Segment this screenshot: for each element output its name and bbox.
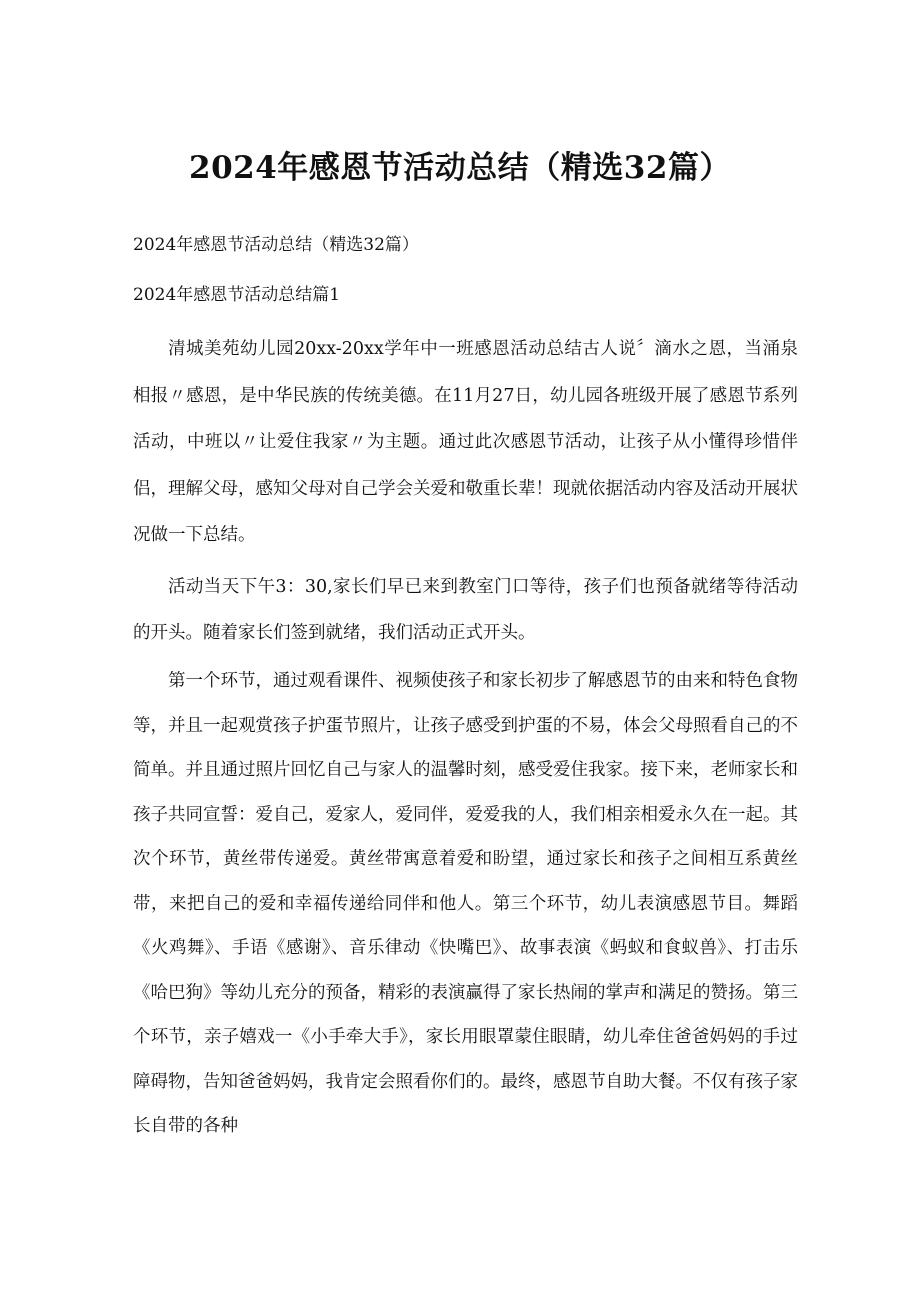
section-heading: 2024年感恩节活动总结篇1 xyxy=(133,285,341,305)
paragraph-1 xyxy=(133,326,798,559)
document-subtitle: 2024年感恩节活动总结（精选32篇） xyxy=(133,235,419,255)
paragraph-2-text: 活动当天下午3：30,家长们早已来到教室门口等待，孩子们也预备就绪等待活动的开头。随着家长们签到就绪，我们活动正式开头。 xyxy=(133,577,798,643)
paragraph-3-text: 第一个环节，通过观看课件、视频使孩子和家长初步了解感恩节的由来和特色食物等，并且一起观赏孩子护蛋节照片，让孩子感受到护蛋的不易，体会父母照看自己的不简单。并且通过照片回忆自己与家人的温馨时刻，感受爱住我家。接下来，老师家长和孩子共同宣誓：爱自己，爱家人，爱同伴，爱爱我的人，我们相亲相爱永久在一起。其次个环节，黄丝带传递爱。黄丝带寓意着爱和盼望，通过家长和孩子之间相互系黄丝带，来把自己的爱和幸福传递给同伴和他人。第三个环节，幼儿表演感恩节目。舞蹈《火鸡舞》、手语《感谢》、音乐律动《快嘴巴》、故事表演《蚂蚁和食蚁兽》、打击乐《哈巴狗》等幼儿充分的预备，精彩的表演赢得了家长热闹的掌声和满足的赞扬。第三个环节，亲子嬉戏一《小手牵大手》，家长用眼罩蒙住眼睛，幼儿牵住爸爸妈妈的手过障碍物，告知爸爸妈妈，我肯定会照看你们的。最终，感恩节自助大餐。不仅有孩子家长自带的各种 xyxy=(133,671,798,1136)
paragraph-3 xyxy=(133,659,798,1149)
paragraph-2 xyxy=(133,564,798,656)
document-title: 2024年感恩节活动总结（精选32篇） xyxy=(189,150,731,186)
paragraph-1-text: 清城美苑幼儿园20xx-20xx学年中一班感恩活动总结古人说〞滴水之恩，当涌泉相报〃感恩，是中华民族的传统美德。在11月27日，幼儿园各班级开展了感恩节系列活动，中班以〃让爱住我家〃为主题。通过此次感恩节活动，让孩子从小懂得珍惜伴侣，理解父母，感知父母对自己学会关爱和敬重长辈！现就依据活动内容及活动开展状况做一下总结。 xyxy=(133,339,798,545)
